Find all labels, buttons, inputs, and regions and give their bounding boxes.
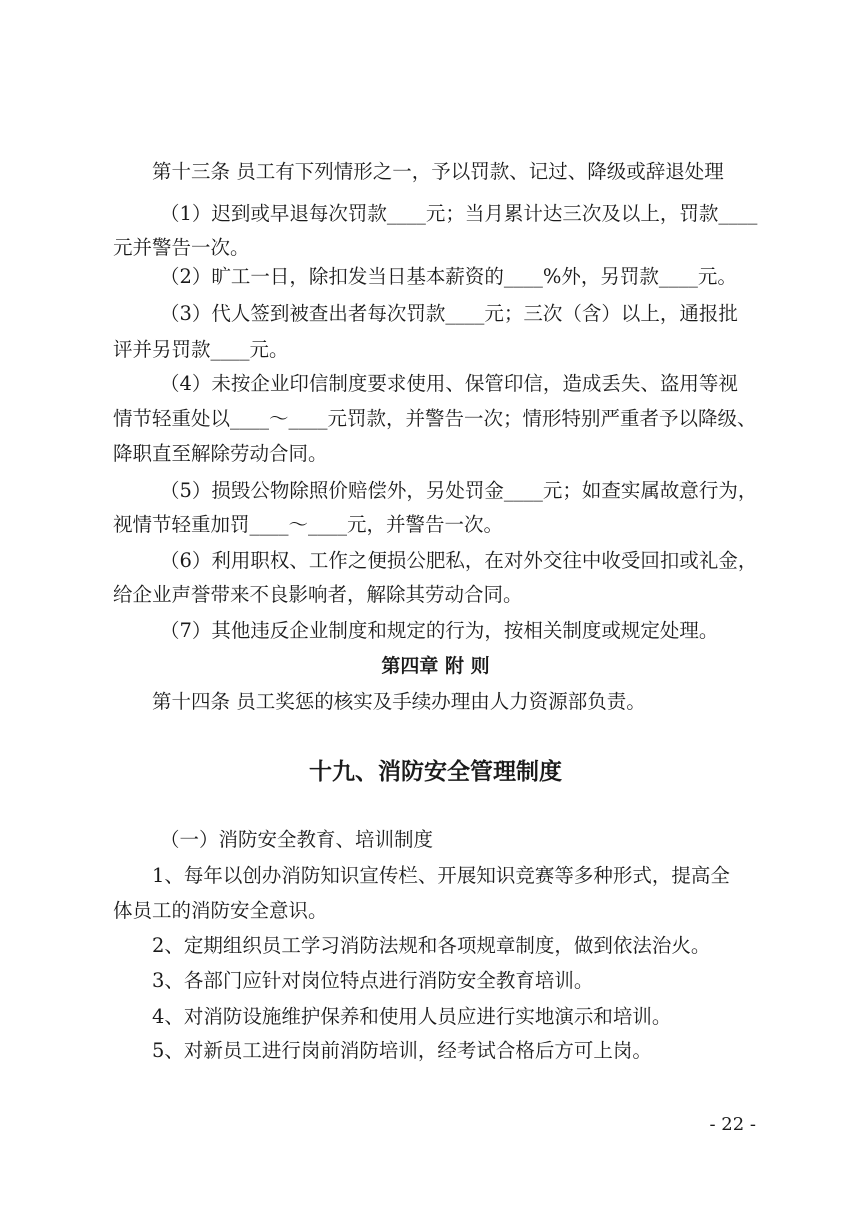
paragraph-5: 5、对新员工进行岗前消防培训，经考试合格后方可上岗。 bbox=[152, 1039, 652, 1062]
article-13-item-3-cont: 评并另罚款____元。 bbox=[113, 338, 289, 361]
article-13-heading: 第十三条 员工有下列情形之一，予以罚款、记过、降级或辞退处理 bbox=[152, 160, 724, 183]
article-13-item-4-cont2: 降职直至解除劳动合同。 bbox=[113, 442, 328, 465]
paragraph-4: 4、对消防设施维护保养和使用人员应进行实地演示和培训。 bbox=[152, 1005, 672, 1028]
article-13-item-5-cont: 视情节轻重加罚____～____元，并警告一次。 bbox=[113, 513, 504, 536]
article-13-item-4: （4）未按企业印信制度要求使用、保管印信，造成丢失、盗用等视 bbox=[160, 372, 738, 395]
subsection-1-title: （一）消防安全教育、培训制度 bbox=[160, 828, 434, 851]
section-19-title: 十九、消防安全管理制度 bbox=[309, 759, 562, 785]
article-13-item-3: （3）代人签到被查出者每次罚款____元；三次（含）以上，通报批 bbox=[160, 302, 738, 325]
paragraph-2: 2、定期组织员工学习消防法规和各项规章制度，做到依法治火。 bbox=[152, 934, 711, 957]
page-number: - 22 - bbox=[709, 1114, 756, 1135]
article-13-item-2: （2）旷工一日，除扣发当日基本薪资的____%外，另罚款____元。 bbox=[160, 265, 737, 288]
article-13-item-7: （7）其他违反企业制度和规定的行为，按相关制度或规定处理。 bbox=[160, 619, 719, 642]
article-13-item-1: （1）迟到或早退每次罚款____元；当月累计达三次及以上，罚款____ bbox=[160, 202, 758, 225]
article-13-item-1-cont: 元并警告一次。 bbox=[113, 236, 250, 259]
article-13-item-6-cont: 给企业声誉带来不良影响者，解除其劳动合同。 bbox=[113, 583, 523, 606]
paragraph-1-cont: 体员工的消防安全意识。 bbox=[113, 899, 328, 922]
article-13-item-5: （5）损毁公物除照价赔偿外，另处罚金____元；如查实属故意行为， bbox=[160, 479, 758, 502]
chapter-4-title: 第四章 附 则 bbox=[381, 655, 490, 677]
article-13-item-4-cont: 情节轻重处以____～____元罚款，并警告一次；情形特别严重者予以降级、 bbox=[113, 407, 757, 430]
paragraph-3: 3、各部门应针对岗位特点进行消防安全教育培训。 bbox=[152, 969, 594, 992]
paragraph-1: 1、每年以创办消防知识宣传栏、开展知识竞赛等多种形式，提高全 bbox=[152, 864, 730, 887]
article-14: 第十四条 员工奖惩的核实及手续办理由人力资源部负责。 bbox=[152, 690, 646, 713]
article-13-item-6: （6）利用职权、工作之便损公肥私，在对外交往中收受回扣或礼金， bbox=[160, 549, 758, 572]
